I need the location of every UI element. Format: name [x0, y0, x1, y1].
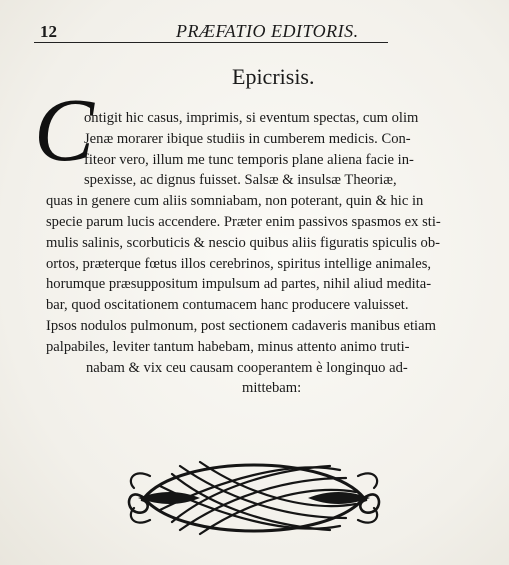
section-heading: Epicrisis.	[232, 64, 315, 89]
text-line: spexisse, ac dignus fuisset. Salsæ & insulsæ Theoriæ,	[84, 172, 397, 189]
text-line: ontigit hic casus, imprimis, si eventum spectas, cum olim	[84, 110, 419, 126]
text-line: mittebam:	[242, 380, 302, 397]
body-paragraph	[46, 108, 498, 399]
drop-cap-initial: C	[34, 81, 95, 180]
text-line: Ipsos nodulos pulmonum, post sectionem cadaveris manibus etiam	[46, 317, 436, 334]
page-header	[34, 20, 388, 43]
text-line: nabam & vix ceu causam cooperantem è longinquo ad-	[86, 359, 408, 376]
text-line: fiteor vero, illum me tunc temporis plane aliena facie in-	[84, 151, 414, 168]
text-line: horumque præsuppositum impulsum ad partes, nihil aliud medita-	[46, 276, 432, 293]
text-line: ortos, præterque fœtus illos cerebrinos, spiritus intellige animales,	[46, 255, 432, 272]
page-number: 12	[40, 22, 57, 41]
text-line: palpabiles, leviter tantum habebam, minus attento animo truti-	[46, 338, 410, 355]
text-line: quas in genere cum aliis somniabam, non poterant, quin & hic in	[46, 193, 424, 210]
text-line: mulis salinis, scorbuticis & nescio quibus aliis figuratis spiculis ob-	[46, 234, 441, 251]
ornament-flourish-icon	[120, 446, 388, 550]
text-line: bar, quod oscitationem contumacem hanc producere valuisset.	[46, 297, 409, 314]
running-title: PRÆFATIO EDITORIS.	[176, 21, 359, 41]
text-line: Jenæ morarer ibique studiis in cumberem medicis. Con-	[84, 130, 411, 147]
text-line: specie parum lucis accendere. Præter enim passivos spasmos ex sti-	[46, 213, 441, 230]
